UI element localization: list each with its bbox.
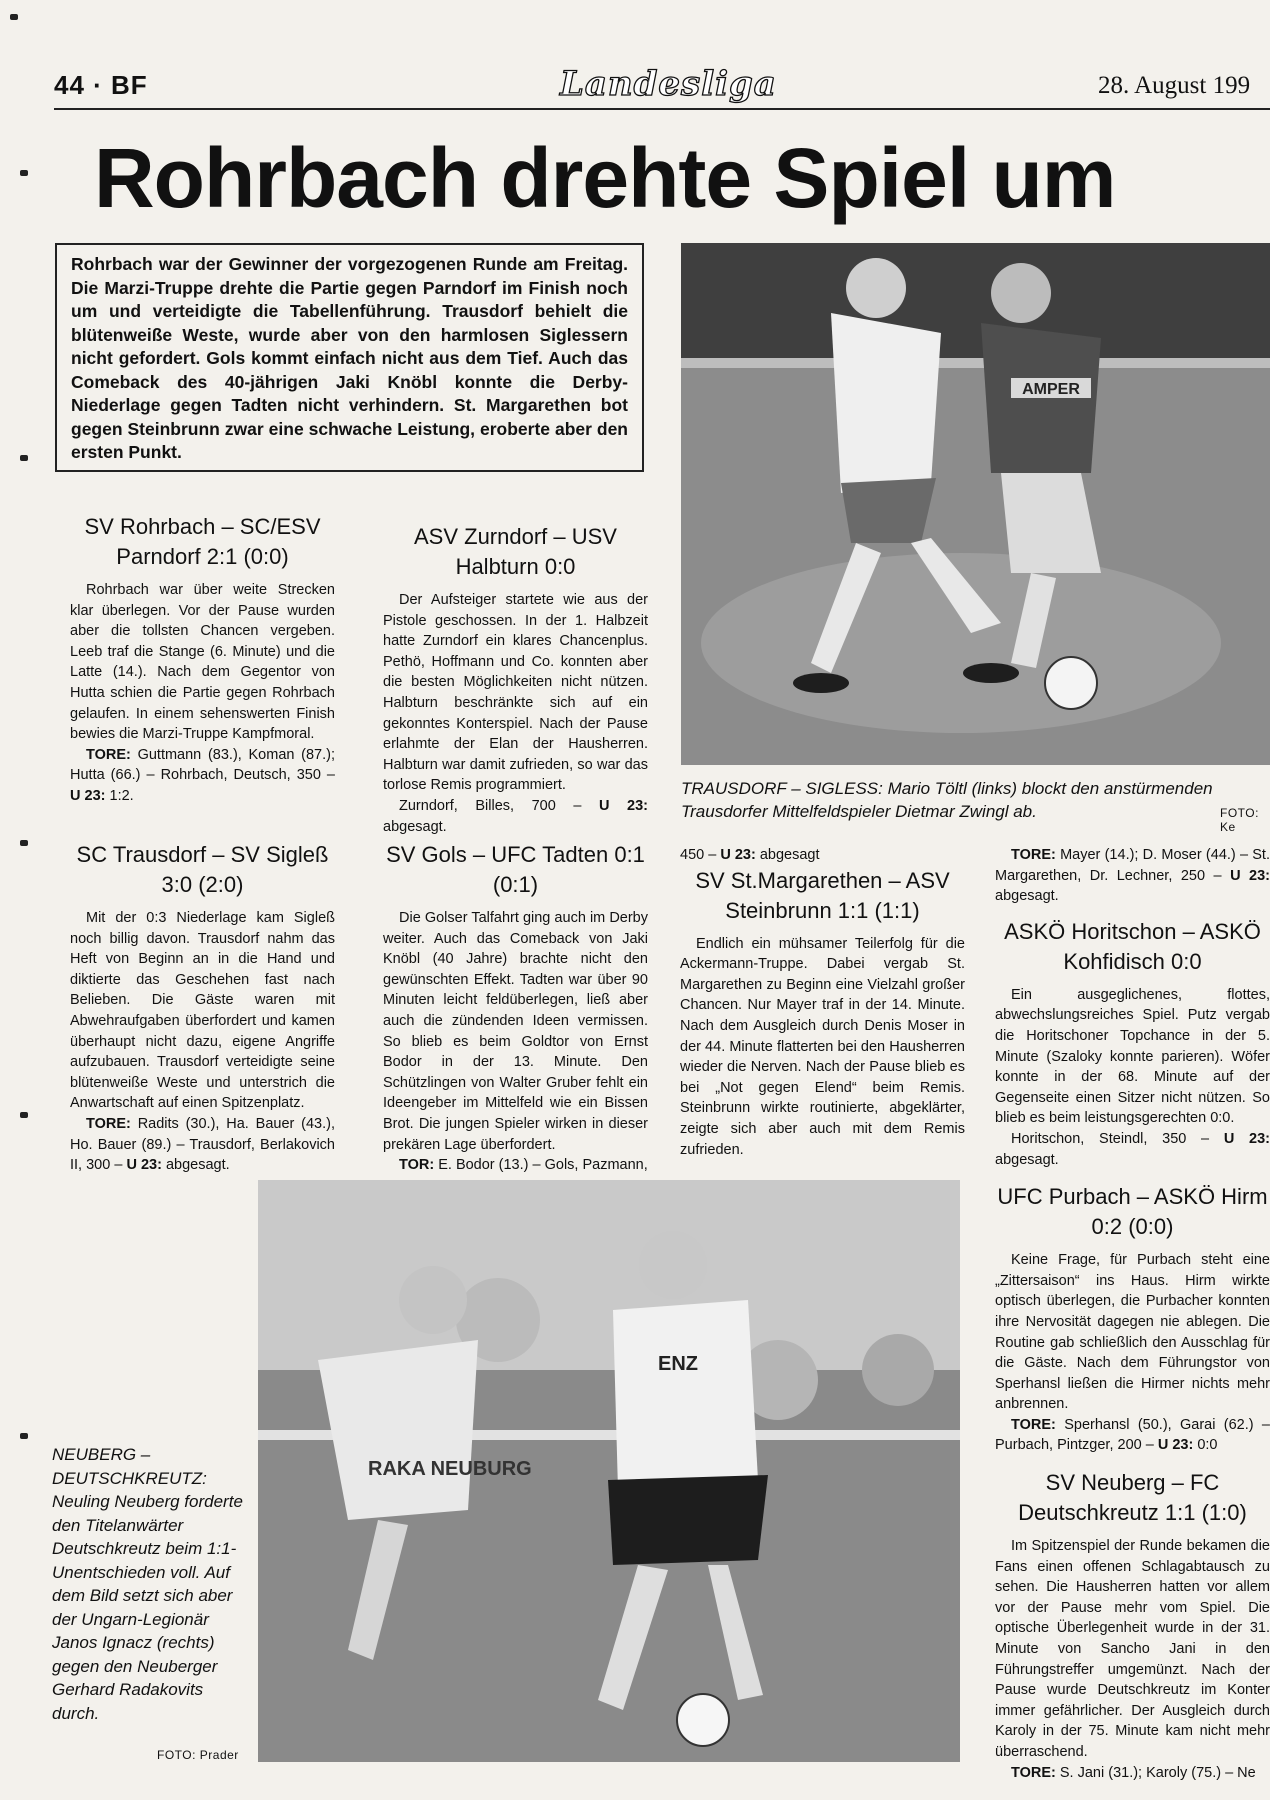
article-gols (383, 840, 648, 1176)
page-number: 44 · BF (54, 70, 148, 100)
margin-mark (20, 1112, 28, 1118)
article-rohrbach (70, 512, 335, 807)
photo1-caption (681, 777, 1270, 823)
match-result: Zurndorf, Billes, 700 – U 23: abgesagt. (383, 797, 648, 835)
match-result: TORE: Guttmann (83.), Koman (87.); Hutta (66.) – Rohrbach, Deutsch, 350 – U 23: 1:2. (70, 746, 336, 804)
match-body: Mit der 0:3 Niederlage kam Sigleß noch billig davon. Trausdorf nahm das Heft von Beginn an in die Hand und diktierte das Geschehen fast nach Belieben. Die Gäste waren mit Abwehraufgaben überfordert und kamen überhaupt nicht dazu, eigene Angriffe aufzubauen. Trausdorf verteidigte seine blütenweiße Weste und unterstrich die Anwartschaft auf einen Spitzenplatz. (70, 910, 335, 1112)
section-title: Landesliga (560, 64, 777, 104)
margin-mark (20, 1433, 28, 1439)
photo2-caption: NEUBERG – DEUTSCHKREUTZ: Neuling Neuberg forderte den Titelanwärter Deutschkreutz beim 1:1-Unentschieden voll. Auf dem Bild setzt sich aber der Ungarn-Legionär Janos Ignacz (rechts) gegen den Neuberger Gerhard Radakovits durch. (52, 1445, 243, 1723)
match-title: SC Trausdorf – SV Sigleß 3:0 (2:0) (76, 842, 329, 897)
match-result-purbach: TORE: Sperhansl (50.), Garai (62.) – Purbach, Pintzger, 200 – U 23: 0:0 (995, 1416, 1270, 1454)
article-zurndorf (383, 522, 648, 837)
margin-mark (20, 170, 28, 176)
match-title-horitschon: ASKÖ Horitschon – ASKÖ Kohfidisch 0:0 (1004, 918, 1261, 974)
match-result-neuberg: TORE: S. Jani (31.); Karoly (75.) – Ne (1011, 1764, 1256, 1781)
margarethen-result: TORE: Mayer (14.); D. Moser (44.) – St. Margarethen, Dr. Lechner, 250 – U 23: abgesagt. (995, 847, 1270, 905)
match-title-neuberg: SV Neuberg – FC Deutschkreutz 1:1 (1:0) (1018, 1470, 1247, 1526)
match-result-horitschon: Horitschon, Steindl, 350 – U 23: abgesagt. (995, 1130, 1270, 1168)
match-result: TORE: Radits (30.), Ha. Bauer (43.), Ho. Bauer (89.) – Trausdorf, Berlakovich II, 300 – U 23: abgesagt. (70, 1115, 335, 1174)
photo1-credit: FOTO: Ke (1220, 806, 1259, 834)
match-title: ASV Zurndorf – USV Halbturn 0:0 (414, 524, 617, 579)
match-result: TOR: E. Bodor (13.) – Gols, Pazmann, (399, 1157, 648, 1174)
svg-text:RAKA NEUBURG: RAKA NEUBURG (368, 1458, 532, 1480)
article-column-right (995, 845, 1270, 1783)
match-body: Der Aufsteiger startete wie aus der Pistole geschossen. In der 1. Halbzeit hatte Zurndorf ein klares Chancenplus. Pethö, Hoffmann und Co. konnten aber die besten Möglichkeiten nicht nützen. Halbturn beschränkte sich auf ein gekonntes Konterspiel. Nach der Pause erlahmte der Elan der Hausherren. Halbturn war damit zufrieden, so war das torlose Remis programmiert. (383, 592, 648, 794)
headline: Rohrbach drehte Spiel um (94, 131, 1116, 225)
match-body-horitschon: Ein ausgeglichenes, flottes, abwechslungsreiches Spiel. Putz vergab die Horitschoner Topchance in der 5. Minute (Szaloky konnte parieren). Wöfer konnte in der 68. Minute auf der Gegenseite einen Sitzer nicht nützen. So blieb es beim leistungsgerechten 0:0. (995, 986, 1270, 1127)
photo-neuberg-deutschkreutz (258, 1180, 960, 1762)
match-title: SV St.Margarethen – ASV Steinbrunn 1:1 (1:1) (695, 867, 950, 923)
article-trausdorf (70, 840, 335, 1176)
match-title-purbach: UFC Purbach – ASKÖ Hirm 0:2 (0:0) (997, 1184, 1268, 1240)
photo2-credit: FOTO: Prader (157, 1748, 239, 1762)
match-title: SV Rohrbach – SC/ESV Parndorf 2:1 (0:0) (84, 514, 321, 569)
photo-illustration (681, 243, 1270, 765)
match-body: Rohrbach war über weite Strecken klar überlegen. Vor der Pause wurden aber die tollsten Chancen vergeben. Leeb traf die Stange (6. Minute) und die Latte (14.). Nach dem Gegentor von Hutta schien die Partie gegen Rohrbach gelaufen. In einem sehenswerten Finish bewies die Marzi-Truppe Kampfmoral. (70, 582, 335, 743)
header-rule (54, 108, 1270, 110)
photo-illustration (258, 1180, 960, 1762)
svg-text:ENZ: ENZ (658, 1353, 698, 1375)
issue-date: 28. August 199 (1098, 72, 1251, 99)
photo1-caption-text: TRAUSDORF – SIGLESS: Mario Töltl (links) blockt den anstürmenden Trausdorfer Mittelfeldspieler Dietmar Zwingl ab. (681, 779, 1213, 821)
match-body: Endlich ein mühsamer Teilerfolg für die Ackermann-Truppe. Dabei vergab St. Margarethen zu Beginn eine Vielzahl großer Chancen. Nur Mayer traf in der 14. Minute. Nach dem Ausgleich durch Denis Moser in der 44. Minute flatterten bei den Hausherren wieder die Nerven. Nach der Pause blieb es bei „Not gegen Elend“ beim Remis. Steinbrunn wirkte routinierte, abgeklärter, zeigte sich aber auch mit dem Remis zufrieden. (680, 935, 965, 1158)
gols-continuation: 450 – U 23: abgesagt (680, 847, 820, 863)
article-margarethen (680, 845, 965, 1160)
match-body: Die Golser Talfahrt ging auch im Derby weiter. Auch das Comeback von Jaki Knöbl (40 Jahre) brachte nicht den gewünschten Effekt. Tadten war über 90 Minuten leicht feldüberlegen, ließ aber auch die zündenden Ideen vermissen. So blieb es beim Goldtor von Ernst Bodor in der 13. Minute. Den Schützlingen von Walter Gruber fehlt ein Ideengeber im Mittelfeld wie ein Bissen Brot. Die jungen Spieler wirken in dieser prekären Lage überfordert. (383, 910, 648, 1153)
photo-trausdorf-sigless (681, 243, 1270, 765)
margin-mark (20, 840, 28, 846)
match-body-purbach: Keine Frage, für Purbach steht eine „Zittersaison“ ins Haus. Hirm wirkte optisch überlegen, die Purbacher konnten ihre Nervosität dagegen nie ablegen. Die Routine gab schließlich den Ausschlag für die Gäste. Nach dem Führungstor von Sperhansl ließen die Hirmer nichts mehr anbrennen. (995, 1252, 1270, 1413)
svg-text:AMPER: AMPER (1022, 381, 1080, 398)
margin-mark (20, 455, 28, 461)
intro-box: Rohrbach war der Gewinner der vorgezogenen Runde am Freitag. Die Marzi-Truppe drehte die Partie gegen Parndorf im Finish noch um und verteidigte die Tabellenführung. Trausdorf behielt die blütenweiße Weste, wurde aber von den harmlosen Siglessern nicht gefordert. Gols kommt einfach nicht aus dem Tief. Auch das Comeback des 40-jährigen Jaki Knöbl konnte die Derby-Niederlage gegen Tadten nicht verhindern. St. Margarethen bot gegen Steinbrunn zwar eine schwache Leistung, eroberte aber den ersten Punkt. (55, 243, 644, 472)
margin-mark (10, 14, 18, 20)
match-body-neuberg: Im Spitzenspiel der Runde bekamen die Fans einen offenen Schlagabtausch zu sehen. Die Hausherren hatten vor allem vor der Pause mehr vom Spiel. Die optische Überlegenheit wurde in der 31. Minute von Sancho Jani in den Führungstreffer umgemünzt. Nach der Pause wurde Deutschkreutz im Konter immer gefährlicher. Der Ausgleich durch Karoly in der 75. Minute kam nicht mehr überraschend. (995, 1538, 1270, 1760)
match-title: SV Gols – UFC Tadten 0:1 (0:1) (386, 842, 645, 897)
